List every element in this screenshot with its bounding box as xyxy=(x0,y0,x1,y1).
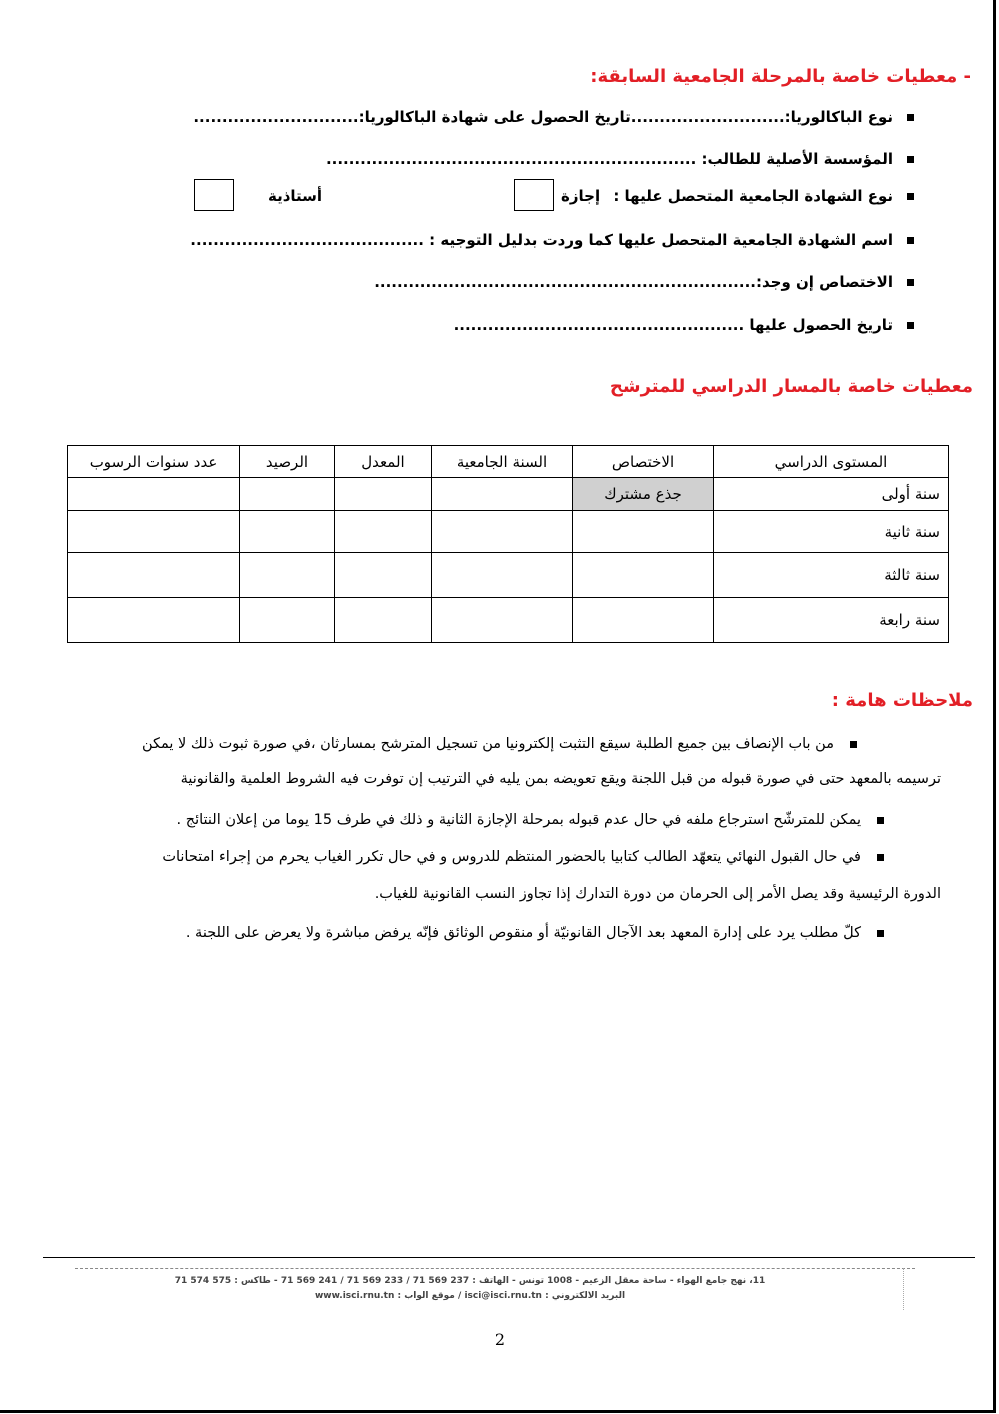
note-1-line-1 xyxy=(142,736,857,752)
table-row xyxy=(68,511,949,553)
cell-level: سنة ثانية xyxy=(714,511,949,553)
bullet-icon xyxy=(907,279,914,286)
bullet-icon xyxy=(907,322,914,329)
cell-level: سنة أولى xyxy=(714,478,949,511)
bullet-icon xyxy=(877,930,884,937)
table-row xyxy=(68,478,949,511)
cell-specialty[interactable] xyxy=(573,553,714,598)
degree-name-field-text: اسم الشهادة الجامعية المتحصل عليها كما وردت بدليل التوجيه : ......................................... xyxy=(190,231,893,249)
cell-credit[interactable] xyxy=(240,511,335,553)
cell-average[interactable] xyxy=(335,511,432,553)
header-average: المعدل xyxy=(335,446,432,478)
cell-level: سنة رابعة xyxy=(714,598,949,643)
maitrise-checkbox[interactable] xyxy=(194,179,234,211)
bullet-icon xyxy=(877,817,884,824)
institution-field-text: المؤسسة الأصلية للطالب: ................................................................. xyxy=(325,150,893,168)
footer-divider xyxy=(43,1257,975,1258)
cell-fails[interactable] xyxy=(68,511,240,553)
degree-type-row xyxy=(561,187,914,205)
note-4-text: كلّ مطلب يرد على إدارة المعهد بعد الآجال القانونيّة أو منقوص الوثائق فإنّه يرفض مباشرة ولا يعرض على اللجنة . xyxy=(185,925,861,941)
note-3-line-2: الدورة الرئيسية وقد يصل الأمر إلى الحرمان من دورة التدارك إذا تجاوز النسب القانونية للغياب. xyxy=(374,886,941,902)
page-number: 2 xyxy=(494,1330,506,1349)
bullet-icon xyxy=(907,114,914,121)
cell-fails[interactable] xyxy=(68,478,240,511)
cell-specialty[interactable] xyxy=(573,511,714,553)
cell-credit[interactable] xyxy=(240,478,335,511)
header-credit: الرصيد xyxy=(240,446,335,478)
note-3-text-a: في حال القبول النهائي يتعهّد الطالب كتابيا بالحضور المنتظم للدروس و في حال تكرر الغياب يحرم من إجراء امتحانات xyxy=(162,849,861,865)
bac-field-row[interactable] xyxy=(193,108,914,126)
table-header-row xyxy=(68,446,949,478)
cell-average[interactable] xyxy=(335,553,432,598)
bullet-icon xyxy=(877,854,884,861)
table-row xyxy=(68,598,949,643)
study-path-table xyxy=(67,445,949,643)
bullet-icon xyxy=(907,156,914,163)
note-2-text: يمكن للمترشّح استرجاع ملفه في حال عدم قبوله بمرحلة الإجازة الثانية و ذلك في طرف 15 يوما من إعلان النتائج . xyxy=(176,812,861,828)
degree-option-maitrise-label: أستاذية xyxy=(268,187,323,205)
cell-fails[interactable] xyxy=(68,598,240,643)
cell-year[interactable] xyxy=(432,511,573,553)
header-level: المستوى الدراسي xyxy=(714,446,949,478)
obtained-date-field-text: تاريخ الحصول عليها ................................................... xyxy=(453,316,893,334)
header-academic-year: السنة الجامعية xyxy=(432,446,573,478)
bac-field-text: نوع الباكالوريا:...........................تاريخ الحصول على شهادة الباكالوريا:............................. xyxy=(193,108,893,126)
note-1-line-2: ترسيمه بالمعهد حتى في صورة قبوله من قبل اللجنة ويقع تعويضه بمن يليه في الترتيب إن توفرت فيه الشروط العلمية والقانونية xyxy=(180,771,941,787)
cell-level: سنة ثالثة xyxy=(714,553,949,598)
cell-average[interactable] xyxy=(335,598,432,643)
cell-year[interactable] xyxy=(432,598,573,643)
section-study-path-title: معطيات خاصة بالمسار الدراسي للمترشح xyxy=(609,376,973,397)
section-previous-university-title: - معطيات خاصة بالمرحلة الجامعية السابقة: xyxy=(590,66,971,87)
cell-credit[interactable] xyxy=(240,598,335,643)
note-1-text-a: من باب الإنصاف بين جميع الطلبة سيقع التثبت إلكترونيا من تسجيل المترشح بمسارثان ،في صورة ثبوت ذلك لا يمكن xyxy=(141,736,834,752)
institution-field-row[interactable] xyxy=(326,150,914,168)
bullet-icon xyxy=(850,741,857,748)
note-2 xyxy=(177,812,885,828)
important-notes-title: ملاحظات هامة : xyxy=(831,690,973,711)
header-specialty: الاختصاص xyxy=(573,446,714,478)
footer-address: 11، نهج جامع الهواء - ساحة معقل الزعيم - 1008 تونس - الهاتف : 237 569 71 / 233 569 71 / 241 569 71 - طاكس : 575 574 71 xyxy=(174,1276,766,1286)
footer-dashed-divider xyxy=(75,1268,915,1269)
cell-year[interactable] xyxy=(432,553,573,598)
bullet-icon xyxy=(907,237,914,244)
footer-vertical-stamp xyxy=(903,1268,910,1310)
licence-checkbox[interactable] xyxy=(514,179,554,211)
degree-option-licence-label: إجازة xyxy=(561,187,601,205)
specialty-field-row[interactable] xyxy=(374,273,914,291)
degree-type-label: نوع الشهادة الجامعية المتحصل عليها : xyxy=(613,187,893,205)
footer-contact: البريد الالكتروني : isci@isci.rnu.tn / موقع الواب : www.isci.rnu.tn xyxy=(314,1291,626,1301)
cell-specialty: جذع مشترك xyxy=(573,478,714,511)
obtained-date-field-row[interactable] xyxy=(454,316,914,334)
table-row xyxy=(68,553,949,598)
cell-credit[interactable] xyxy=(240,553,335,598)
note-4 xyxy=(186,925,884,941)
header-fail-years: عدد سنوات الرسوب xyxy=(68,446,240,478)
note-3-line-1 xyxy=(162,849,884,865)
cell-year[interactable] xyxy=(432,478,573,511)
specialty-field-text: الاختصاص إن وجد:................................................................... xyxy=(374,273,893,291)
cell-average[interactable] xyxy=(335,478,432,511)
cell-fails[interactable] xyxy=(68,553,240,598)
degree-name-field-row[interactable] xyxy=(190,231,914,249)
cell-specialty[interactable] xyxy=(573,598,714,643)
bullet-icon xyxy=(907,193,914,200)
